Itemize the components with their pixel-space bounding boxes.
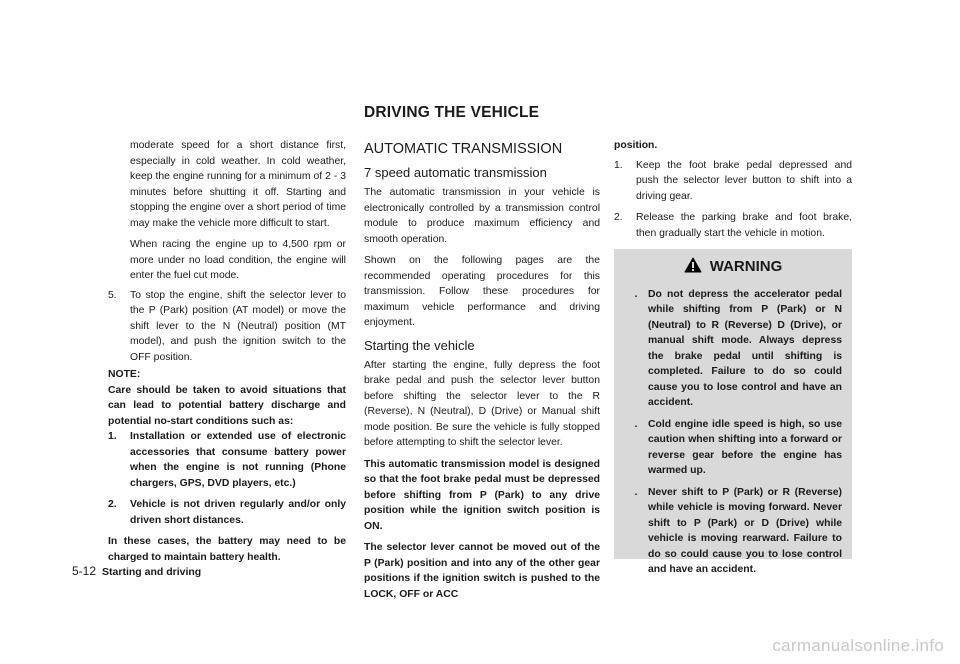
warning-text: Cold engine idle speed is high, so use caution when shifting into a forward or reverse gear before the engine has warmed up. — [648, 418, 842, 476]
list-number: 2. — [614, 212, 623, 223]
subsection-title: 7 speed automatic transmission — [364, 165, 547, 180]
bullet: . — [634, 288, 638, 300]
bullet: . — [634, 486, 638, 498]
list-text: Keep the foot brake pedal depressed and push the selector lever button to shift into a driving gear. — [636, 159, 852, 202]
list-item — [108, 497, 346, 528]
continuation-text: position. — [614, 140, 658, 151]
warning-box — [614, 249, 852, 575]
note-text: Care should be taken to avoid situations that can lead to potential battery discharge and potential no-start conditions such as: — [108, 384, 346, 427]
list-text: Installation or extended use of electronic accessories that consume battery power when the engine is not running (Phone chargers, GPS, DVD players, etc.) — [130, 431, 346, 489]
paragraph-bold: This automatic transmission model is designed so that the foot brake pedal must be depressed before shifting from P (Park) to any drive position while the ignition switch position is ON. — [364, 458, 600, 532]
warning-item — [624, 417, 842, 479]
footer-section: Starting and driving — [102, 566, 202, 578]
list-number: 1. — [614, 159, 623, 171]
list-item — [108, 429, 346, 491]
list-number: 1. — [108, 431, 117, 442]
warning-item — [624, 485, 842, 578]
list-item — [614, 158, 852, 205]
paragraph: Shown on the following pages are the recommended operating procedures for this transmission. Follow these procedures for maximum vehicle performance and driving enjoyment. — [364, 255, 600, 328]
list-text: Release the parking brake and foot brake, then gradually start the vehicle in motion. — [636, 212, 852, 239]
paragraph: moderate speed for a short distance first, especially in cold weather. In cold weather, keep the engine running for a minimum of 2 - 3 minutes before shutting it off. Starting and stopping the engine over a short period of time may make the vehicle more difficult to start. — [130, 140, 346, 229]
list-text: To stop the engine, shift the selector lever to the P (Park) position (AT model) or move the shift lever to the N (Neutral) position (MT model), and push the ignition switch to the OFF position. — [130, 289, 346, 363]
warning-triangle-icon — [684, 257, 702, 277]
warning-header — [624, 257, 842, 277]
list-item — [614, 210, 852, 241]
column-right — [614, 138, 852, 575]
subsection-title: Starting the vehicle — [364, 337, 475, 353]
section-title: AUTOMATIC TRANSMISSION — [364, 141, 563, 157]
warning-text: Never shift to P (Park) or R (Reverse) while vehicle is moving forward. Never shift to P (Park) or D (Drive) while vehicle is moving rearward. Failure to do so could cause you to lose control and have an accident. — [648, 486, 842, 575]
list-item — [108, 288, 346, 366]
list-number: 5. — [108, 289, 117, 301]
warning-title: WARNING — [709, 258, 783, 275]
watermark: carmanualsonline.info — [772, 636, 944, 655]
paragraph: After starting the engine, fully depress the foot brake pedal and push the selector lever button before shifting the selector lever to the R (Reverse), N (Neutral), D (Drive) or Manual shift mode position. Be sure the vehicle is fully stopped before attempting to shift the selector lever. — [364, 359, 600, 448]
note-label: NOTE: — [108, 369, 141, 380]
closing-note: In these cases, the battery may need to be charged to maintain battery health. — [108, 536, 346, 563]
column-middle — [364, 138, 600, 602]
warning-text: Do not depress the accelerator pedal while shifting from P (Park) or N (Neutral) to R (Reverse) D (Drive), or manual shift mode. Always depress the brake pedal until shifting is completed. Failure to do so could cause you to lose control and have an accident. — [648, 288, 842, 408]
page-number: 5-12 — [72, 564, 97, 578]
list-number: 2. — [108, 499, 117, 510]
bullet: . — [634, 418, 638, 430]
warning-item — [624, 287, 842, 411]
paragraph: The automatic transmission in your vehicle is electronically controlled by a transmission control module to produce maximum efficiency and smooth operation. — [364, 187, 600, 245]
page-footer — [72, 564, 201, 578]
paragraph-bold: The selector lever cannot be moved out of the P (Park) position and into any of the other gear positions if the ignition switch is pushed to the LOCK, OFF or ACC — [364, 542, 600, 600]
paragraph: When racing the engine up to 4,500 rpm or more under no load condition, the engine will enter the fuel cut mode. — [130, 239, 346, 281]
column-left — [108, 138, 346, 565]
list-text: Vehicle is not driven regularly and/or only driven short distances. — [130, 499, 346, 526]
page-header: DRIVING THE VEHICLE — [364, 104, 540, 121]
